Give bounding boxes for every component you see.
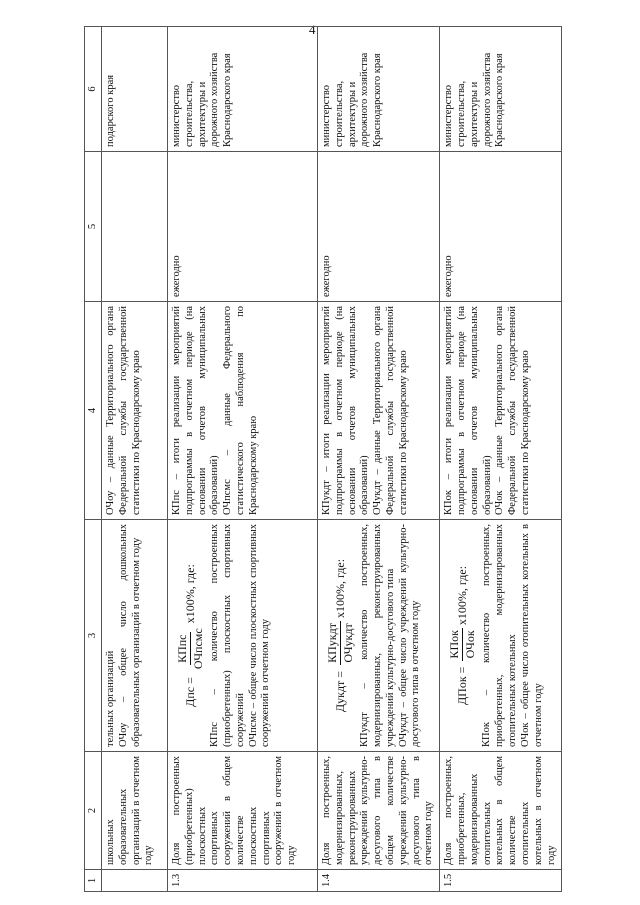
calculation-method	[440, 520, 562, 752]
calculation-method	[318, 520, 440, 752]
header-cell: 5	[85, 152, 102, 302]
formula-lhs: ДПок	[454, 676, 469, 706]
table-row	[440, 27, 562, 892]
formula-denominator: ОЧок	[462, 630, 477, 659]
table-row	[318, 27, 440, 892]
source-text: ОЧукдт – данные Территориального органа Федеральной службы государственной статистики по Краснодарскому краю	[372, 306, 409, 515]
source-text: КПок – итоги реализации мероприятий подпрограммы в отчетном периоде (на основании отчетов муниципальных образований)	[443, 306, 493, 515]
header-cell: 1	[85, 870, 102, 892]
indicator-name: Доля построенных, модернизированных, реконструированных учреждений культурно-досугового типа в общем количестве учреждений культурно-досугового типа в отчетном году	[318, 752, 440, 870]
source-text: ОЧпсмс – данные Федерального статистического наблюдения по Краснодарскому краю	[222, 306, 259, 515]
method-text: КПпс – количество построенных (приобретенных) плоскостных спортивных сооружений	[209, 524, 246, 747]
indicator-name: Доля построенных, приобретенных, модернизированных отопительных котельных в общем количестве отопительных котельных в отчетном году	[440, 752, 562, 870]
page-number: 4	[309, 22, 316, 37]
responsible: министерство строительства, архитектуры и дорожного хозяйства Краснодарского края	[440, 27, 562, 152]
data-source	[318, 302, 440, 520]
method-text: ОЧукдт – общее число учреждений культурно-досугового типа в отчетном году	[397, 524, 422, 747]
formula-denominator: ОЧпсмс	[190, 628, 205, 670]
formula-lhs: Дпс	[182, 686, 197, 707]
calculation-method	[168, 520, 318, 752]
formula-fraction	[325, 621, 355, 665]
responsible: министерство строительства, архитектуры и дорожного хозяйства Краснодарского края	[318, 27, 440, 152]
method-text: тельных организаций	[105, 650, 116, 747]
data-source	[440, 302, 562, 520]
header-cell: 6	[85, 27, 102, 152]
table-row	[168, 27, 318, 892]
formula-fraction	[175, 626, 205, 671]
method-text: ОЧпсмс – общее число плоскостных спортивных сооружений в отчетном году	[247, 524, 272, 747]
formula-denominator: ОЧукдт	[340, 623, 355, 663]
header-cell: 3	[85, 520, 102, 752]
table-row	[102, 27, 168, 892]
row-number	[102, 870, 168, 892]
header-cell: 2	[85, 752, 102, 870]
formula-numerator: КПукдт	[325, 623, 339, 663]
header-row	[85, 27, 102, 892]
formula-numerator: КПпс	[175, 634, 189, 663]
row-number: 1.4	[318, 870, 440, 892]
data-source	[168, 302, 318, 520]
source-text: ОЧок – данные Территориального органа Федеральной службы государственной статистики по Краснодарскому краю	[494, 306, 531, 515]
formula-rhs: x100%, где:	[454, 565, 469, 626]
period: ежегодно	[168, 152, 318, 302]
data-source	[102, 302, 168, 520]
indicator-table	[84, 26, 562, 892]
method-text: КПукдт – количество построенных, модернизированных, реконструированных учреждений культурно-досугового типа	[359, 524, 396, 747]
formula-numerator: КПок	[447, 630, 462, 659]
source-text: КПпс – итоги реализации мероприятий подпрограммы в отчетном периоде (на основании отчетов муниципальных образований)	[171, 306, 221, 515]
method-text: ОЧок – общее число отопительных котельных в отчетном году	[519, 524, 544, 747]
row-number: 1.5	[440, 870, 562, 892]
header-cell: 4	[85, 302, 102, 520]
source-text: КПукдт – итоги реализации мероприятий подпрограммы в отчетном периоде (на основании отчетов муниципальных образований)	[321, 306, 371, 515]
period	[102, 152, 168, 302]
indicator-name: Доля построенных (приобретенных) плоскостных спортивных сооружений в общем количестве плоскостных спортивных сооружений в отчетном году	[168, 752, 318, 870]
method-text: ОЧоу – общее число дошкольных образовательных организаций в отчетном году	[117, 524, 142, 747]
formula-fraction	[447, 628, 477, 661]
period: ежегодно	[318, 152, 440, 302]
row-number: 1.3	[168, 870, 318, 892]
formula: Дукдт = КПукдт ОЧукдт x100%, где:	[325, 558, 355, 713]
indicator-table-rotated	[84, 27, 557, 892]
source-text: ОЧоу – данные Территориального органа Федеральной службы государственной статистики по Краснодарскому краю	[105, 306, 142, 515]
formula-rhs: x100%, где:	[182, 564, 197, 624]
responsible: министерство строительства, архитектуры и дорожного хозяйства Краснодарского края	[168, 27, 318, 152]
formula-rhs: x100%, где:	[332, 558, 347, 619]
formula: ДПок = КПок ОЧок x100%, где:	[447, 565, 477, 706]
method-text: КПок – количество построенных, приобретенных, модернизированных отопительных котельных	[481, 524, 519, 747]
formula-lhs: Дукдт	[332, 680, 347, 713]
calculation-method	[102, 520, 168, 752]
formula: Дпс = КПпс ОЧпсмс x100%, где:	[175, 564, 205, 707]
indicator-name: школьных образовательных организаций в отчетном году	[102, 752, 168, 870]
period: ежегодно	[440, 152, 562, 302]
responsible: подарского края	[102, 27, 168, 152]
